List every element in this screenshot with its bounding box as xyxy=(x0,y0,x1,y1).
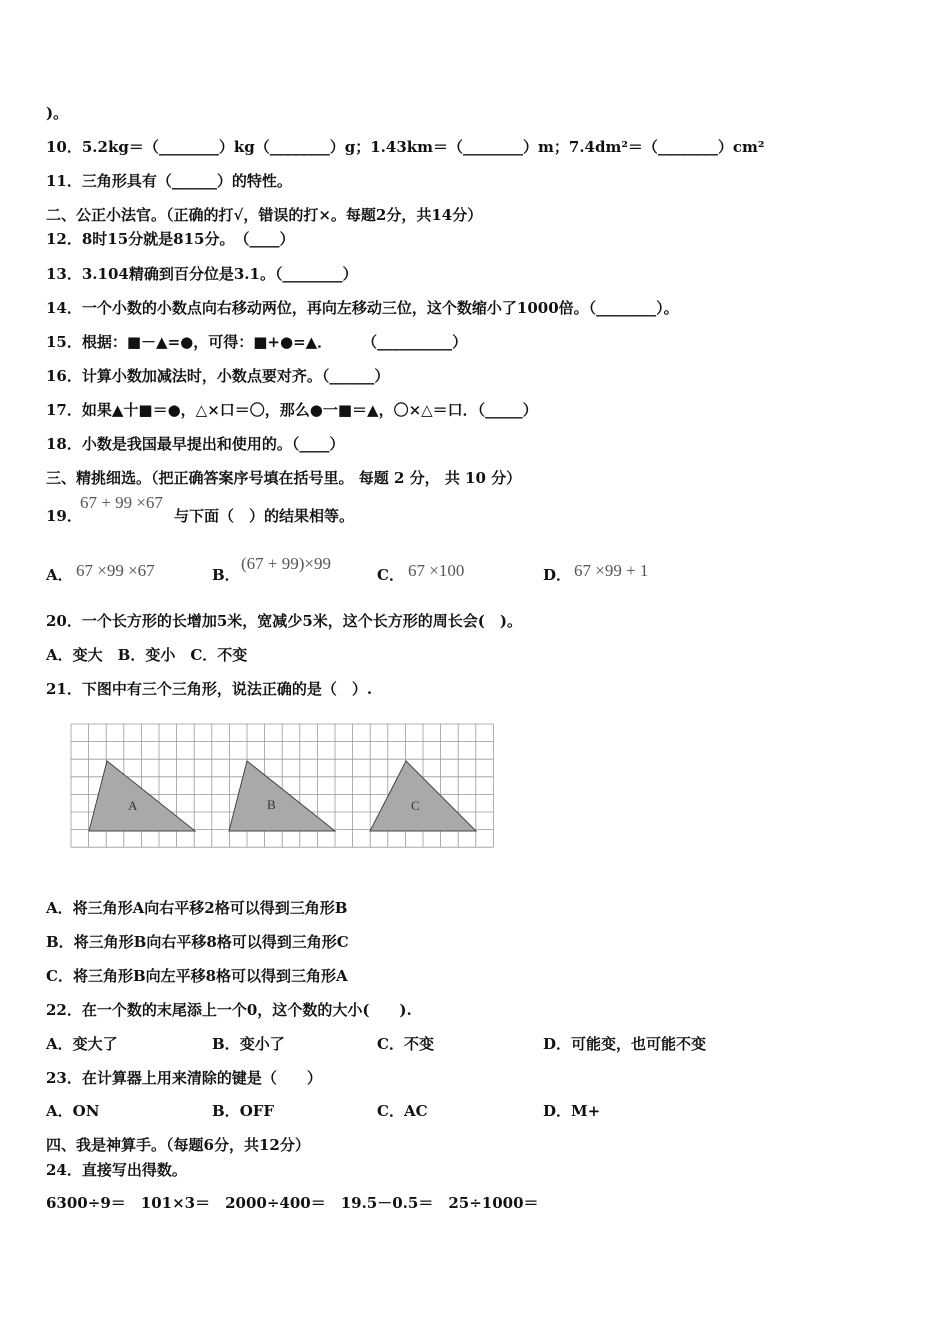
question-20-options: A．变大 B．变小 C．不变 xyxy=(46,646,248,664)
q19-option-b-expr: (67 + 99)×99 xyxy=(241,554,331,573)
question-10: 10．5.2kg＝（________）kg（________）g；1.43km＝（________）m；7.4dm²＝（________）cm² xyxy=(46,138,765,156)
q23-option-c: C．AC xyxy=(377,1102,428,1120)
question-24-calculations: 6300÷9＝ 101×3＝ 2000÷400＝ 19.5－0.5＝ 25÷1000＝ xyxy=(46,1194,539,1212)
triangle-c-label: C xyxy=(411,798,420,813)
question-21-option-b: B．将三角形B向右平移8格可以得到三角形C xyxy=(46,933,349,951)
question-13: 13．3.104精确到百分位是3.1。（________） xyxy=(46,265,358,283)
q22-option-b: B．变小了 xyxy=(212,1035,285,1053)
triangle-a xyxy=(89,761,195,831)
question-23: 23．在计算器上用来清除的键是（ ） xyxy=(46,1069,322,1087)
q22-option-a: A．变大了 xyxy=(46,1035,118,1053)
question-17: 17．如果▲十■＝●，△×口＝〇，那么●一■＝▲，〇×△＝口．（_____） xyxy=(46,401,538,419)
question-22: 22．在一个数的末尾添上一个0，这个数的大小( ). xyxy=(46,1001,412,1019)
q22-option-d: D．可能变，也可能不变 xyxy=(543,1035,707,1053)
q23-option-a: A．ON xyxy=(46,1102,100,1120)
q23-option-d: D．M+ xyxy=(543,1102,601,1120)
question-19-text: 与下面（ ）的结果相等。 xyxy=(174,507,355,525)
section-3-heading: 三、精挑细选。（把正确答案序号填在括号里。 每题 2 分， 共 10 分） xyxy=(46,469,522,487)
question-20: 20．一个长方形的长增加5米，宽减少5米，这个长方形的周长会( )。 xyxy=(46,612,522,630)
q22-option-c: C．不变 xyxy=(377,1035,434,1053)
section-2-heading: 二、公正小法官。（正确的打√，错误的打×。每题2分，共14分） xyxy=(46,206,483,224)
question-19-expression: 67 + 99 ×67 xyxy=(80,493,163,512)
q19-option-d-expr: 67 ×99 + 1 xyxy=(574,561,649,580)
line-close-paren: )。 xyxy=(46,104,69,122)
question-11: 11．三角形具有（______）的特性。 xyxy=(46,172,292,190)
question-12: 12．8时15分就是815分。 （____） xyxy=(46,230,295,248)
triangle-b-label: B xyxy=(267,797,276,812)
question-14: 14．一个小数的小数点向右移动两位，再向左移动三位，这个数缩小了1000倍。（________）。 xyxy=(46,299,679,317)
question-15: 15．根据：■－▲=●，可得：■+●=▲． （__________） xyxy=(46,333,468,351)
question-24: 24．直接写出得数。 xyxy=(46,1161,187,1179)
question-18: 18．小数是我国最早提出和使用的。（____） xyxy=(46,435,345,453)
question-21: 21．下图中有三个三角形，说法正确的是（ ）. xyxy=(46,680,373,698)
q19-option-c-expr: 67 ×100 xyxy=(408,561,465,580)
question-19-number: 19． xyxy=(46,507,82,525)
section-4-heading: 四、我是神算手。（每题6分，共12分） xyxy=(46,1136,310,1154)
q19-option-d-label: D． xyxy=(543,566,572,584)
q19-option-c-label: C． xyxy=(377,566,404,584)
question-21-option-c: C．将三角形B向左平移8格可以得到三角形A xyxy=(46,967,348,985)
q23-option-b: B．OFF xyxy=(212,1102,275,1120)
q19-option-a-label: A． xyxy=(46,566,73,584)
question-21-option-a: A．将三角形A向右平移2格可以得到三角形B xyxy=(46,899,348,917)
q19-option-a-expr: 67 ×99 ×67 xyxy=(76,561,155,580)
q19-option-b-label: B． xyxy=(212,566,240,584)
question-16: 16．计算小数加减法时，小数点要对齐。（______） xyxy=(46,367,390,385)
triangle-a-label: A xyxy=(128,798,138,813)
triangle-grid-figure xyxy=(70,723,496,851)
